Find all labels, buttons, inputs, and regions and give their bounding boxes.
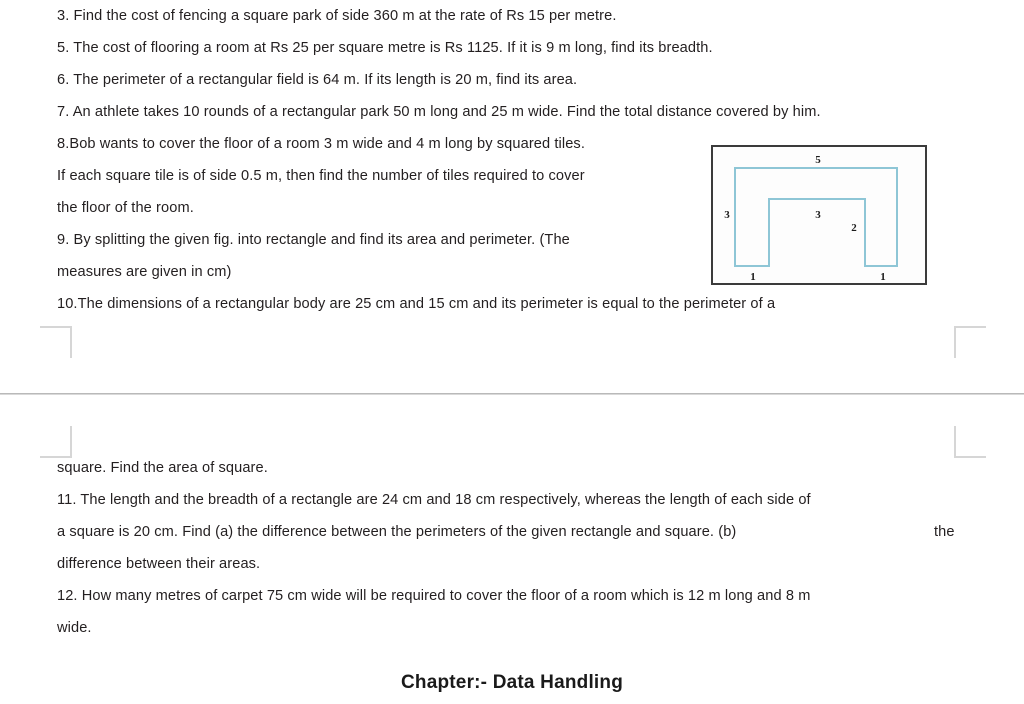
- question-12-line-2: wide.: [57, 620, 92, 636]
- question-11-line-3: difference between their areas.: [57, 556, 261, 572]
- question-3: 3. Find the cost of fencing a square park of side 360 m at the rate of Rs 15 per metre.: [57, 8, 617, 24]
- chapter-heading: Chapter:- Data Handling: [400, 672, 624, 693]
- question-9-figure: [711, 145, 927, 285]
- question-11-line-2: a square is 20 cm. Find (a) the difference between the perimeters of the given rectangle and square. (b): [57, 524, 737, 540]
- figure-label-inner-right-height: 2: [851, 222, 857, 234]
- question-11-line-2-tail: the: [934, 524, 955, 540]
- question-9-line-1: 9. By splitting the given fig. into rectangle and find its area and perimeter. (The: [57, 232, 570, 248]
- question-5: 5. The cost of flooring a room at Rs 25 per square metre is Rs 1125. If it is 9 m long, find its breadth.: [57, 40, 713, 56]
- question-11-line-1: 11. The length and the breadth of a rectangle are 24 cm and 18 cm respectively, whereas the length of each side of: [57, 492, 811, 508]
- corner-mark-top-left: [954, 326, 986, 358]
- question-7: 7. An athlete takes 10 rounds of a rectangular park 50 m long and 25 m wide. Find the total distance covered by him.: [57, 104, 821, 120]
- question-6: 6. The perimeter of a rectangular field is 64 m. If its length is 20 m, find its area.: [57, 72, 578, 88]
- question-10-line-2: square. Find the area of square.: [57, 460, 268, 476]
- figure-label-inner-top-width: 3: [815, 209, 821, 221]
- question-9-line-2: measures are given in cm): [57, 264, 232, 280]
- corner-mark-top-right: [40, 326, 72, 358]
- corner-mark-bottom-left: [954, 426, 986, 458]
- question-10-line-1: 10.The dimensions of a rectangular body are 25 cm and 15 cm and its perimeter is equal to the perimeter of a: [57, 296, 776, 312]
- figure-label-bottom-right-width: 1: [880, 271, 886, 283]
- figure-label-top-width: 5: [815, 154, 821, 166]
- question-8-line-3: the floor of the room.: [57, 200, 194, 216]
- question-12-line-1: 12. How many metres of carpet 75 cm wide will be required to cover the floor of a room which is 12 m long and 8 m: [57, 588, 811, 604]
- question-8-line-2: If each square tile is of side 0.5 m, then find the number of tiles required to cover: [57, 168, 585, 184]
- figure-label-left-height: 3: [724, 209, 730, 221]
- page-fold-divider: [0, 393, 1024, 394]
- question-8-line-1: 8.Bob wants to cover the floor of a room 3 m wide and 4 m long by squared tiles.: [57, 136, 585, 152]
- figure-label-bottom-left-width: 1: [750, 271, 756, 283]
